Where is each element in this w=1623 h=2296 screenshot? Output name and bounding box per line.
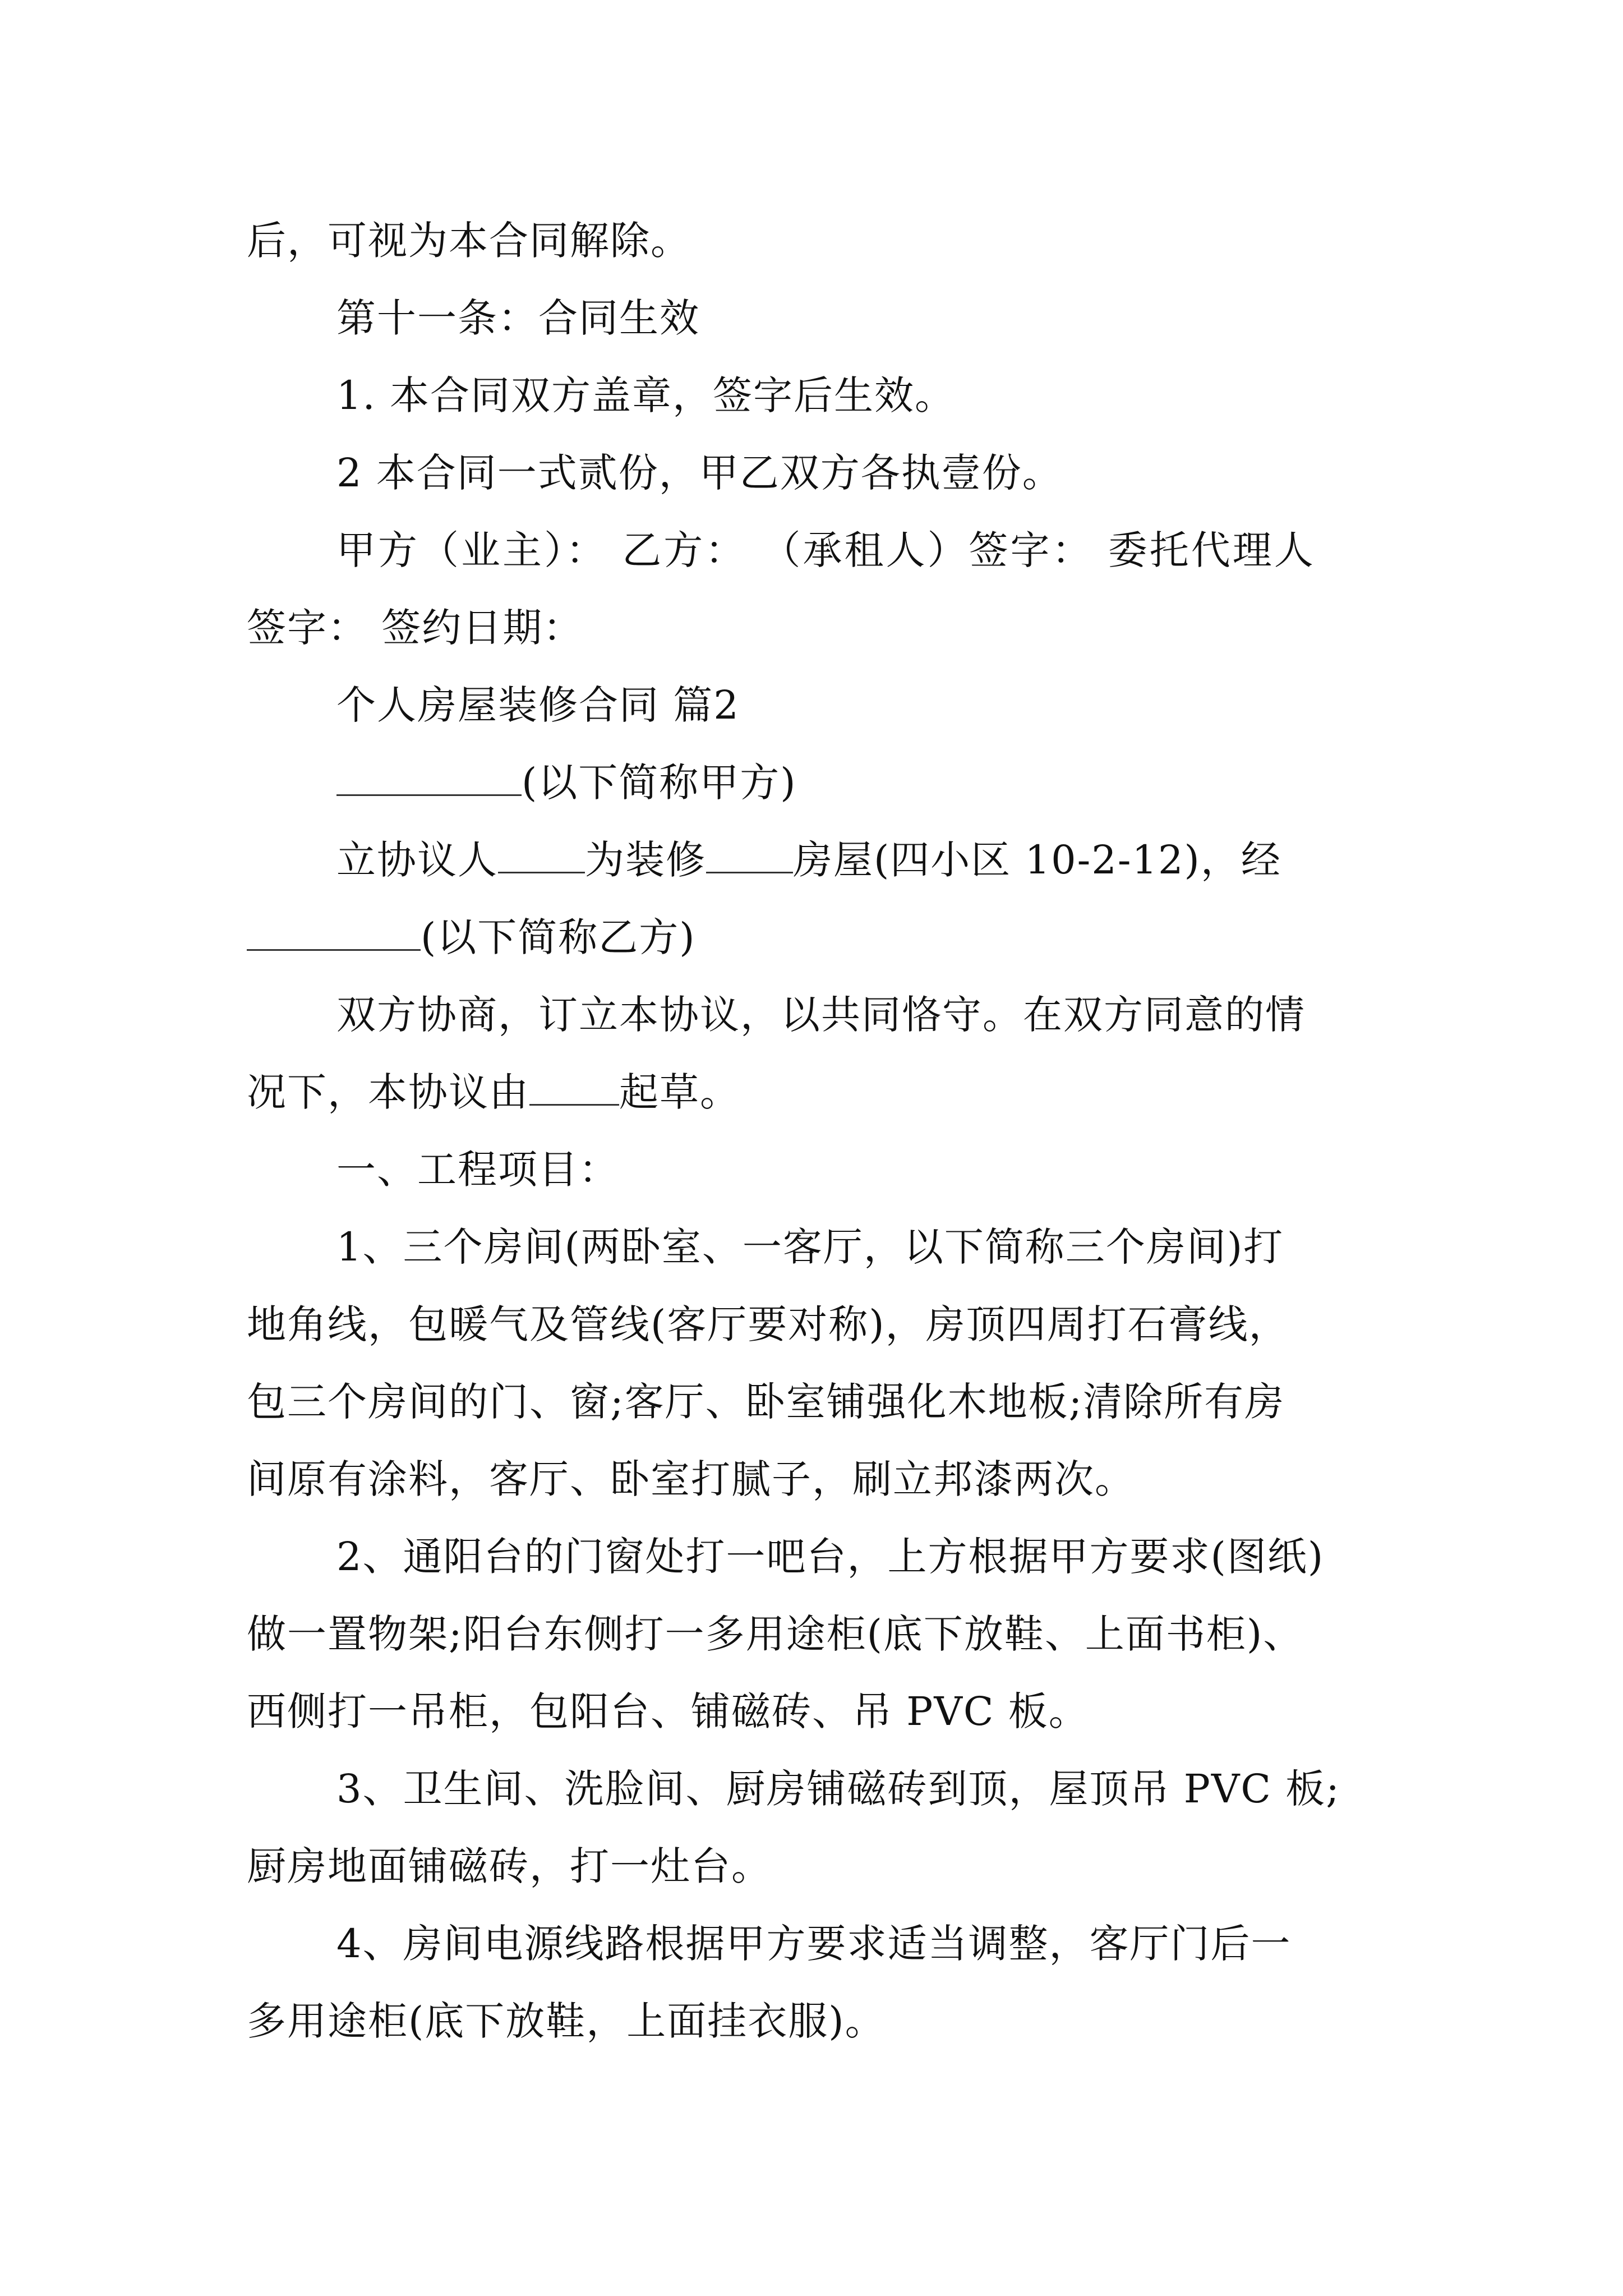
item-2-line: 西侧打一吊柜，包阳台、铺磁砖、吊 PVC 板。 — [247, 1688, 1089, 1734]
item-3-line: 厨房地面铺磁砖，打一灶台。 — [247, 1843, 772, 1889]
party-a-line — [247, 744, 1385, 821]
item-3-line: 3、卫生间、洗脸间、厨房铺磁砖到顶，屋顶吊 PVC 板; — [336, 1766, 1340, 1812]
item-1-line: 间原有涂料，客厅、卧室打腻子，刷立邦漆两次。 — [247, 1456, 1135, 1502]
blank-field — [529, 1073, 619, 1106]
negotiation-line-2 — [247, 1053, 1385, 1131]
party-b-label: (以下简称乙方) — [421, 914, 696, 960]
signature-line: 甲方（业主）： 乙方： （承租人）签字： 委托代理人 — [336, 527, 1316, 573]
party-b-line — [247, 899, 1385, 976]
blank-field — [706, 840, 793, 873]
clause-2: 2 本合同一式贰份，甲乙双方各执壹份。 — [336, 450, 1063, 496]
item-4-line: 4、房间电源线路根据甲方要求适当调整，客厅门后一 — [336, 1921, 1292, 1967]
negotiation-prefix: 况下，本协议由 — [247, 1069, 529, 1115]
agreement-prefix: 立协议人 — [336, 837, 498, 883]
negotiation-line-1: 双方协商，订立本协议，以共同恪守。在双方同意的情 — [336, 992, 1306, 1038]
item-2-line: 做一置物架;阳台东侧打一多用途柜(底下放鞋、上面书柜)、 — [247, 1611, 1304, 1657]
agreement-suffix: 房屋(四小区 10-2-12)，经 — [793, 837, 1281, 883]
item-4-line: 多用途柜(底下放鞋，上面挂衣服)。 — [247, 1998, 886, 2044]
negotiation-suffix: 起草。 — [619, 1069, 740, 1115]
document-page — [247, 202, 1385, 2060]
blank-field — [498, 840, 585, 873]
article-heading: 第十一条：合同生效 — [336, 295, 700, 341]
clause-1: 1. 本合同双方盖章，签字后生效。 — [336, 372, 956, 418]
party-a-label: (以下简称甲方) — [522, 760, 797, 806]
agreement-line — [247, 821, 1385, 899]
signature-date-line: 签字： 签约日期： — [247, 605, 584, 651]
item-1-line: 包三个房间的门、窗;客厅、卧室铺强化木地板;清除所有房 — [247, 1379, 1285, 1425]
blank-field — [247, 918, 421, 951]
item-2-line: 2、通阳台的门窗处打一吧台，上方根据甲方要求(图纸) — [336, 1534, 1325, 1580]
contract-title: 个人房屋装修合同 篇2 — [336, 682, 740, 728]
section-title: 一、工程项目： — [336, 1147, 619, 1193]
agreement-middle: 为装修 — [585, 837, 706, 883]
text-line: 后，可视为本合同解除。 — [247, 218, 691, 264]
blank-field — [336, 763, 522, 796]
item-1-line: 地角线，包暖气及管线(客厅要对称)，房顶四周打石膏线， — [247, 1301, 1289, 1347]
item-1-line: 1、三个房间(两卧室、一客厅，以下简称三个房间)打 — [336, 1224, 1284, 1270]
